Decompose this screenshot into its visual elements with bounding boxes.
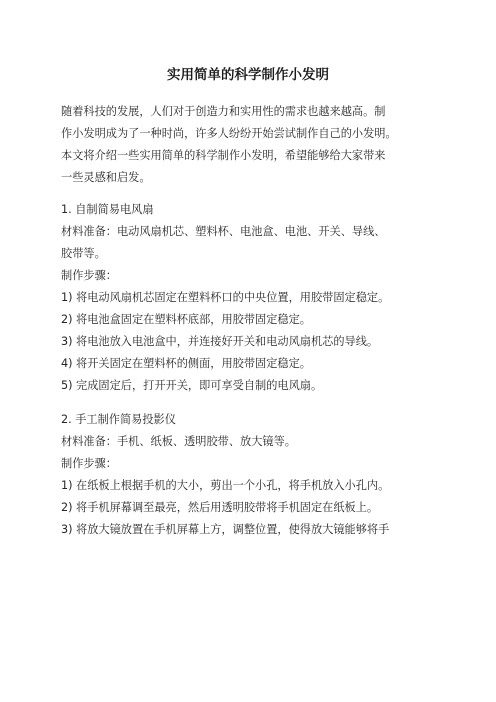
step-item: 3) 将放大镜放置在手机屏幕上方，调整位置，使得放大镜能够将手 (61, 523, 390, 536)
step-item: 2) 将电池盒固定在塑料杯底部，用胶带固定稳定。 (61, 313, 311, 326)
section-electric-fan (61, 199, 443, 397)
step-item: 4) 将开关固定在塑料杯的侧面，用胶带固定稳定。 (61, 357, 311, 370)
intro-line: 作小发明成为了一种时尚，许多人纷纷开始尝试制作自己的小发明。 (61, 127, 397, 140)
intro-line: 随着科技的发展，人们对于创造力和实用性的需求也越来越高。制 (61, 105, 386, 118)
materials-line: 胶带等。 (61, 247, 106, 260)
document-body (61, 101, 443, 541)
intro-paragraph (61, 101, 443, 189)
section-heading: 2. 手工制作简易投影仪 (61, 413, 176, 426)
step-item: 1) 将电动风扇机芯固定在塑料杯口的中央位置，用胶带固定稳定。 (61, 291, 390, 304)
section-heading: 1. 自制简易电风扇 (61, 203, 154, 216)
materials-line: 材料准备：电动风扇机芯、塑料杯、电池盒、电池、开关、导线、 (61, 225, 386, 238)
materials-line: 材料准备：手机、纸板、透明胶带、放大镜等。 (61, 435, 296, 448)
step-item: 5) 完成固定后，打开开关，即可享受自制的电风扇。 (61, 379, 323, 392)
page-title: 实用简单的科学制作小发明 (167, 67, 329, 83)
intro-line: 本文将介绍一些实用简单的科学制作小发明，希望能够给大家带来 (61, 149, 386, 162)
intro-line: 一些灵感和启发。 (61, 171, 151, 184)
steps-label: 制作步骤： (61, 457, 117, 470)
step-item: 1) 在纸板上根据手机的大小，剪出一个小孔，将手机放入小孔内。 (61, 479, 390, 492)
step-item: 2) 将手机屏幕调至最亮，然后用透明胶带将手机固定在纸板上。 (61, 501, 379, 514)
step-item: 3) 将电池放入电池盒中，并连接好开关和电动风扇机芯的导线。 (61, 335, 379, 348)
steps-label: 制作步骤： (61, 269, 117, 282)
section-projector (61, 409, 443, 541)
